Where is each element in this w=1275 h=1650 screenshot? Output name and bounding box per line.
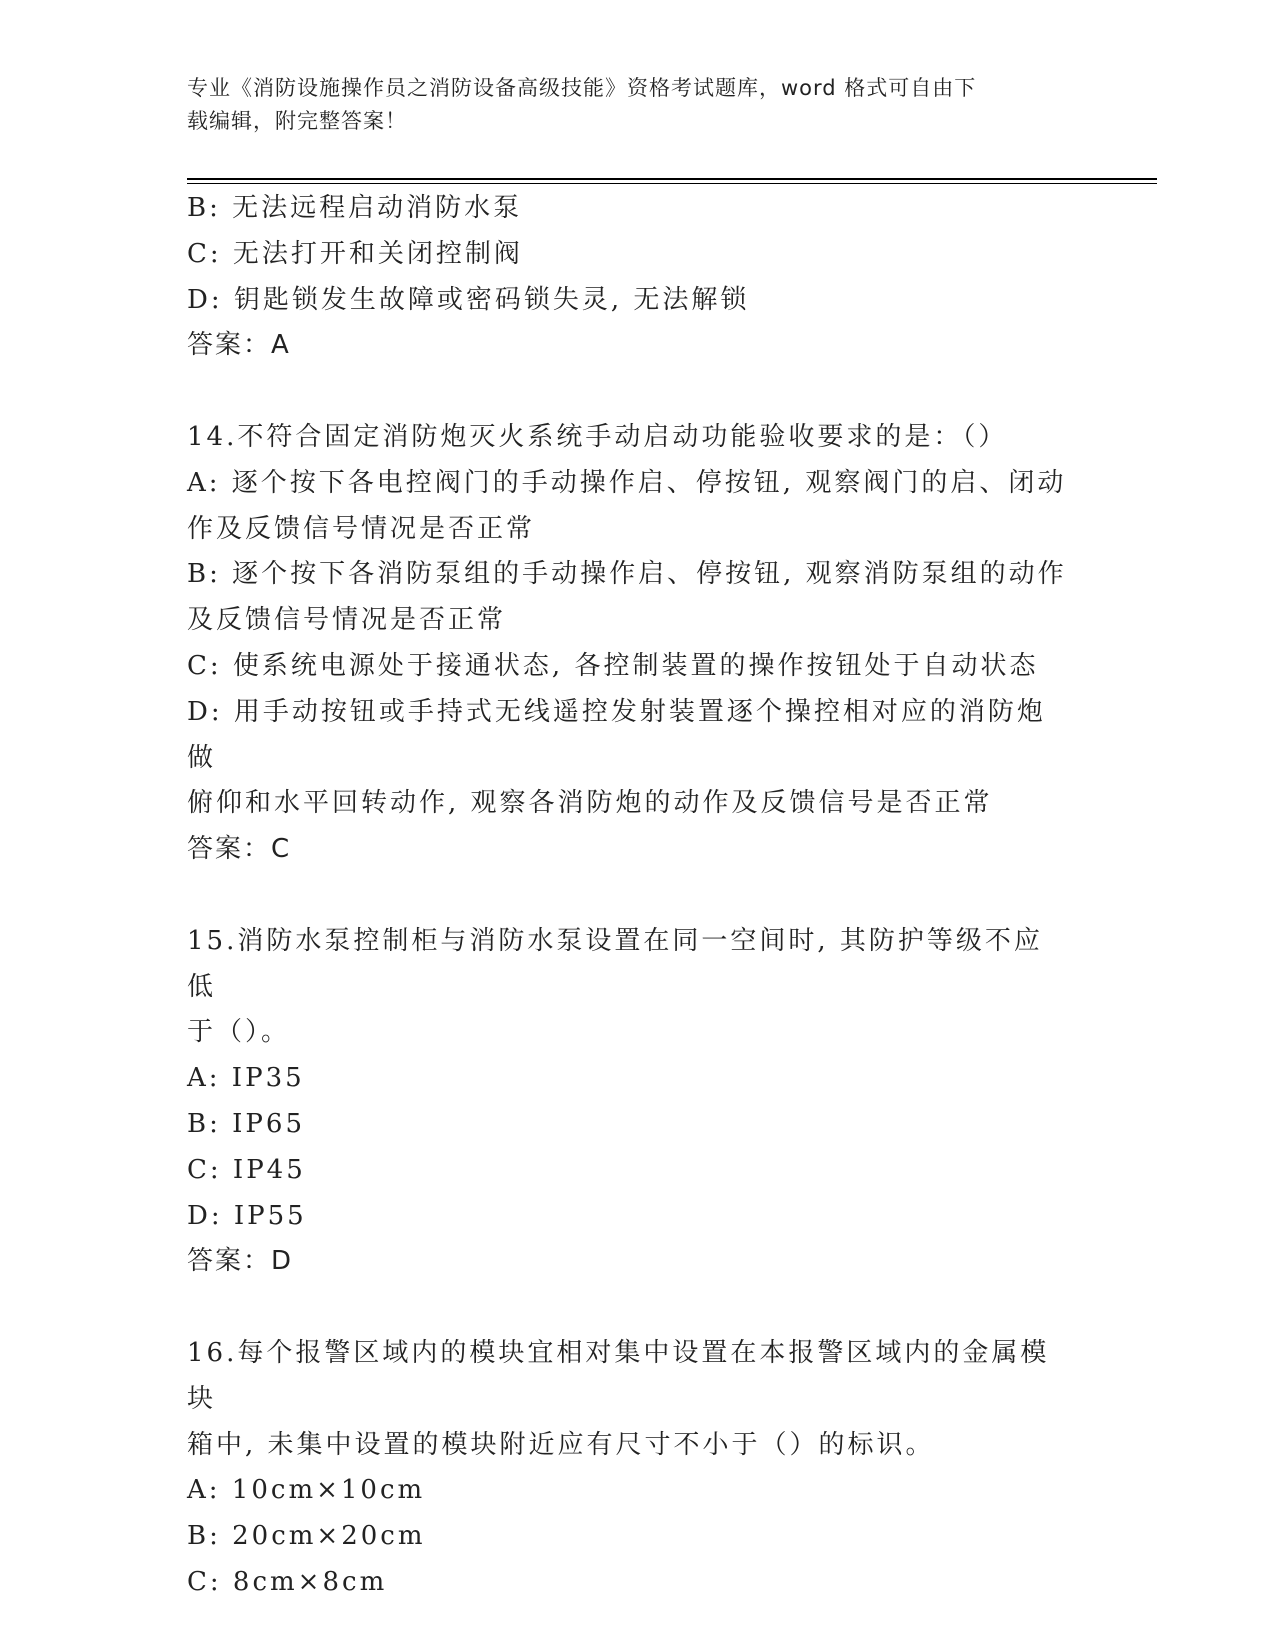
q15-stem-line2: 于（）。 [187,1017,291,1048]
q15-stem-line1: 15.消防水泵控制柜与消防水泵设置在同一空间时, 其防护等级不应低 [187,925,1043,1002]
spacer [187,873,1067,919]
q14-option-c: C: 使系统电源处于接通状态, 各控制装置的操作按钮处于自动状态 [187,650,1039,681]
q16-stem-line1: 16.每个报警区域内的模块宜相对集中设置在本报警区域内的金属模块 [187,1337,1050,1414]
q14-stem: 14.不符合固定消防炮灭火系统手动启动功能验收要求的是：（） [187,421,1008,452]
q14-answer: 答案：C [187,834,292,865]
q13-option-b: B: 无法远程启动消防水泵 [187,193,523,223]
spacer [187,369,1067,415]
q14-option-d-line2: 俯仰和水平回转动作, 观察各消防炮的动作及反馈信号是否正常 [187,788,993,819]
q14-option-d-line1: D: 用手动按钮或手持式无线遥控发射装置逐个操控相对应的消防炮做 [187,696,1046,773]
q15-answer: 答案：D [187,1246,294,1277]
q13-answer: 答案：A [187,330,291,361]
q16-option-b: B: 20cm×20cm [187,1521,426,1552]
q15-option-c: C: IP45 [187,1154,306,1185]
q13-option-d: D: 钥匙锁发生故障或密码锁失灵, 无法解锁 [187,284,750,315]
q14-option-b-line1: B: 逐个按下各消防泵组的手动操作启、停按钮, 观察消防泵组的动作 [187,559,1067,590]
q16-option-a: A: 10cm×10cm [187,1475,426,1506]
q14-option-b-line2: 及反馈信号情况是否正常 [187,605,507,636]
question-content [187,186,1067,1606]
document-header [187,72,1087,138]
q15-option-a: A: IP35 [187,1063,305,1094]
q13-option-c: C: 无法打开和关闭控制阀 [187,238,523,269]
q14-option-a-line1: A: 逐个按下各电控阀门的手动操作启、停按钮, 观察阀门的启、闭动 [187,467,1067,498]
header-rule-thin [187,183,1157,184]
q15-option-b: B: IP65 [187,1108,305,1139]
header-line-1: 专业《消防设施操作员之消防设备高级技能》资格考试题库，word 格式可自由下 [187,76,977,100]
header-rule-thick [187,178,1157,180]
q14-option-a-line2: 作及反馈信号情况是否正常 [187,513,536,544]
spacer [187,1285,1067,1331]
q16-stem-line2: 箱中, 未集中设置的模块附近应有尺寸不小于（）的标识。 [187,1429,935,1460]
q16-option-c: C: 8cm×8cm [187,1566,388,1597]
q15-option-d: D: IP55 [187,1200,307,1231]
header-line-2: 载编辑，附完整答案！ [187,109,407,133]
